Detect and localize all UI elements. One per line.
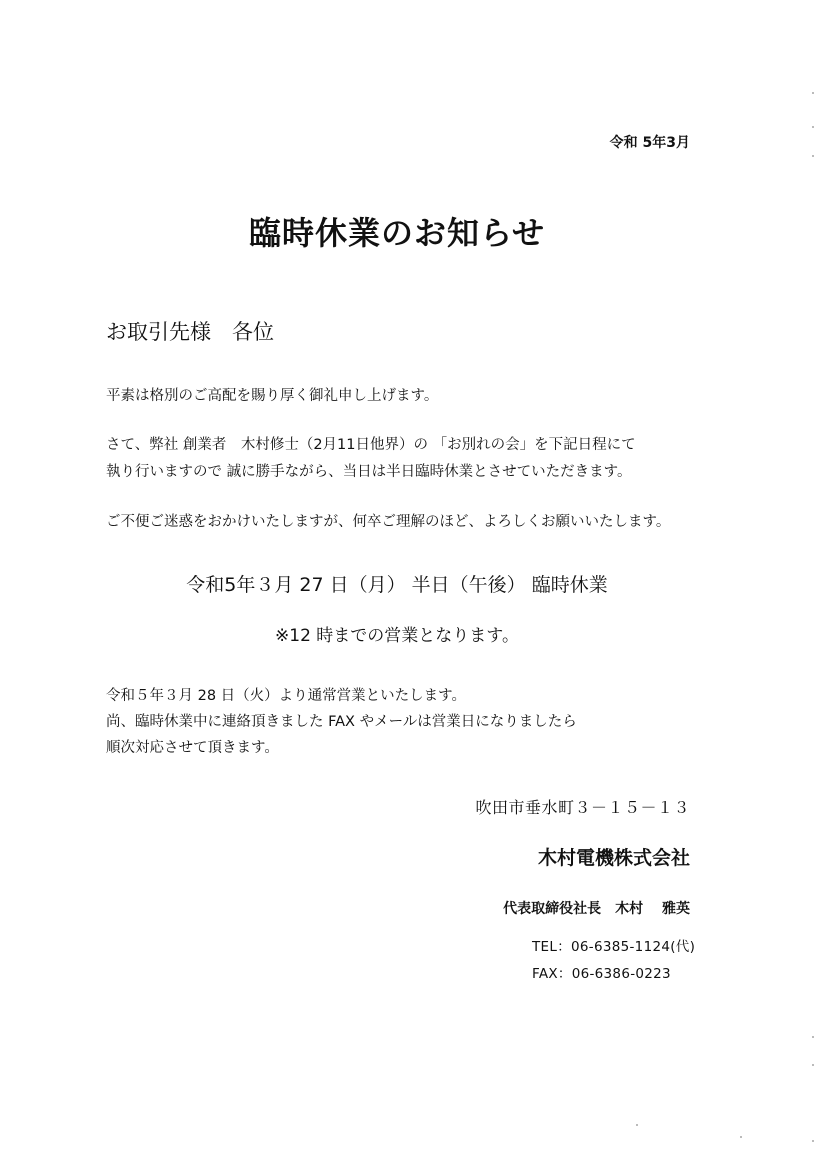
fax-number: FAX：06-6386-0223: [532, 966, 671, 982]
scan-speck: [812, 1064, 814, 1066]
apology-line: ご不便ご迷惑をおかけいたしますが、何卒ご理解のほど、よろしくお願いいたします。: [106, 514, 671, 530]
paragraph2-line2: 尚、臨時休業中に連絡頂きました FAX やメールは営業日になりましたら: [106, 714, 577, 730]
paragraph2-line1: 令和５年３月 28 日（火）より通常営業といたします。: [106, 688, 467, 704]
scan-speck: [812, 155, 814, 157]
scan-speck: [636, 1124, 638, 1126]
scan-speck: [812, 126, 814, 128]
scan-speck: [740, 1136, 742, 1138]
paragraph1-line2: 執り行いますので 誠に勝手ながら、当日は半日臨時休業とさせていただきます。: [106, 464, 632, 480]
company-address: 吹田市垂水町３－１５－１３: [475, 798, 690, 817]
greeting-line: 平素は格別のご高配を賜り厚く御礼申し上げます。: [106, 388, 439, 404]
closure-date-line: 令和5年３月 27 日（月） 半日（午後） 臨時休業: [186, 574, 608, 596]
representative-name: 代表取締役社長 木村 雅英: [503, 901, 690, 917]
page-title: 臨時休業のお知らせ: [248, 214, 546, 252]
closure-hours-note: ※12 時までの営業となります。: [275, 626, 519, 646]
scan-speck: [812, 92, 814, 94]
paragraph1-line1: さて、弊社 創業者 木村修士（2月11日他界）の 「お別れの会」を下記日程にて: [106, 437, 636, 453]
company-name: 木村電機株式会社: [537, 847, 690, 869]
scan-speck: [812, 1036, 814, 1038]
tel-number: TEL：06-6385-1124(代): [532, 939, 696, 955]
issue-date: 令和 5年3月: [609, 135, 690, 151]
scan-speck: [812, 1140, 814, 1142]
paragraph2-line3: 順次対応させて頂きます。: [106, 740, 279, 756]
addressee: お取引先様 各位: [106, 320, 274, 344]
